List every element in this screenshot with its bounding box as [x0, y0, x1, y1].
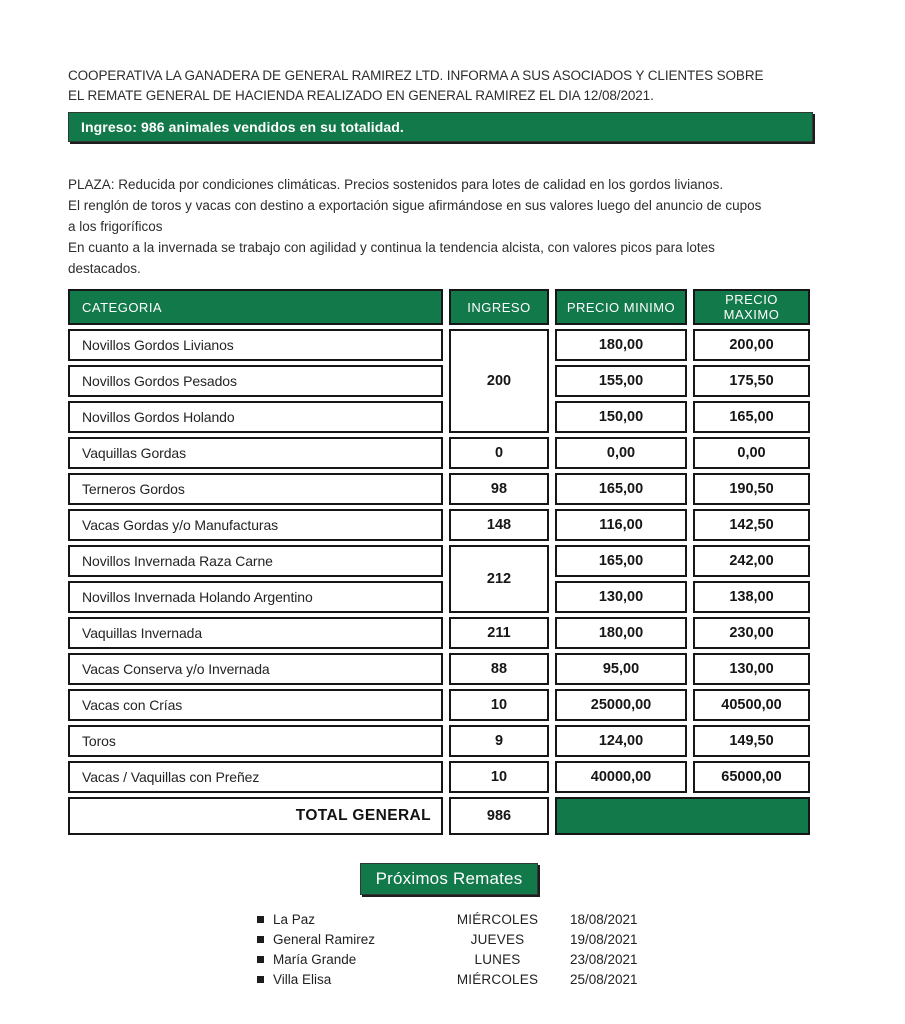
header-precio-maximo: PRECIO MAXIMO	[693, 289, 810, 325]
table-row	[68, 581, 810, 613]
table-row	[68, 761, 810, 793]
auction-place-label: María Grande	[273, 951, 357, 967]
auction-place-label: General Ramirez	[273, 931, 376, 947]
precio-max-cell: 142,50	[693, 509, 810, 541]
categoria-cell: Vacas Gordas y/o Manufacturas	[68, 509, 443, 541]
intro-line: EL REMATE GENERAL DE HACIENDA REALIZADO EN GENERAL RAMIREZ EL DIA 12/08/2021.	[68, 88, 654, 103]
precio-max-cell: 165,00	[693, 401, 810, 433]
precio-max-cell: 242,00	[693, 545, 810, 577]
ingreso-cell: 212	[449, 545, 549, 613]
precio-min-cell: 155,00	[555, 365, 687, 397]
precio-min-cell: 0,00	[555, 437, 687, 469]
intro-paragraph	[68, 66, 763, 106]
header-ingreso: INGRESO	[449, 289, 549, 325]
table-row	[68, 437, 810, 469]
auction-day: LUNES	[474, 951, 521, 967]
precio-max-cell: 0,00	[693, 437, 810, 469]
proximos-remates-banner	[360, 863, 538, 895]
precio-min-cell: 116,00	[555, 509, 687, 541]
auction-place	[257, 972, 435, 987]
precio-max-cell: 65000,00	[693, 761, 810, 793]
precio-min-cell: 40000,00	[555, 761, 687, 793]
plaza-paragraph	[68, 174, 761, 279]
categoria-cell: Terneros Gordos	[68, 473, 443, 505]
categoria-cell: Novillos Invernada Holando Argentino	[68, 581, 443, 613]
precio-min-cell: 130,00	[555, 581, 687, 613]
table-row	[68, 689, 810, 721]
categoria-cell: Vaquillas Invernada	[68, 617, 443, 649]
table-row	[68, 329, 810, 361]
table-total-row	[68, 797, 810, 835]
ingreso-cell: 0	[449, 437, 549, 469]
auction-day: MIÉRCOLES	[456, 911, 539, 927]
ingreso-cell: 9	[449, 725, 549, 757]
categoria-cell: Vacas Conserva y/o Invernada	[68, 653, 443, 685]
total-green-cell	[555, 797, 810, 835]
plaza-line: destacados.	[68, 261, 141, 276]
ingreso-cell: 88	[449, 653, 549, 685]
table-header-row	[68, 289, 810, 325]
square-bullet-icon	[257, 976, 264, 983]
precio-max-cell: 149,50	[693, 725, 810, 757]
plaza-line: a los frigoríficos	[68, 219, 163, 234]
auction-table	[62, 285, 816, 839]
categoria-cell: Vaquillas Gordas	[68, 437, 443, 469]
ingreso-cell: 10	[449, 689, 549, 721]
auction-place	[257, 932, 435, 947]
ingreso-cell: 211	[449, 617, 549, 649]
table-row	[68, 617, 810, 649]
plaza-line: PLAZA: Reducida por condiciones climáticas. Precios sostenidos para lotes de calidad en los gordos livianos.	[68, 177, 724, 192]
categoria-cell: Vacas con Crías	[68, 689, 443, 721]
square-bullet-icon	[257, 916, 264, 923]
precio-max-cell: 230,00	[693, 617, 810, 649]
categoria-cell: Novillos Invernada Raza Carne	[68, 545, 443, 577]
auction-table-wrapper	[62, 285, 816, 839]
auction-date: 18/08/2021	[570, 911, 638, 927]
categoria-cell: Vacas / Vaquillas con Preñez	[68, 761, 443, 793]
table-row	[68, 365, 810, 397]
precio-min-cell: 180,00	[555, 329, 687, 361]
auction-date: 19/08/2021	[570, 931, 638, 947]
upcoming-auctions-list	[257, 909, 670, 989]
ingreso-cell: 148	[449, 509, 549, 541]
auction-place	[257, 952, 435, 967]
table-row	[68, 509, 810, 541]
plaza-line: En cuanto a la invernada se trabajo con agilidad y continua la tendencia alcista, con valores picos para lotes	[68, 240, 715, 255]
intro-line: COOPERATIVA LA GANADERA DE GENERAL RAMIREZ LTD. INFORMA A SUS ASOCIADOS Y CLIENTES SOBRE	[68, 68, 764, 83]
precio-max-cell: 200,00	[693, 329, 810, 361]
precio-max-cell: 175,50	[693, 365, 810, 397]
auction-place-label: La Paz	[273, 911, 316, 927]
table-row	[68, 725, 810, 757]
auction-day: JUEVES	[470, 931, 525, 947]
table-row	[68, 401, 810, 433]
table-row	[68, 473, 810, 505]
precio-max-cell: 138,00	[693, 581, 810, 613]
precio-max-cell: 130,00	[693, 653, 810, 685]
auction-place-label: Villa Elisa	[273, 971, 332, 987]
precio-min-cell: 25000,00	[555, 689, 687, 721]
categoria-cell: Toros	[68, 725, 443, 757]
ingreso-cell: 98	[449, 473, 549, 505]
precio-min-cell: 95,00	[555, 653, 687, 685]
table-row	[68, 653, 810, 685]
ingreso-cell: 10	[449, 761, 549, 793]
precio-max-cell: 190,50	[693, 473, 810, 505]
ingreso-banner	[68, 112, 813, 142]
categoria-cell: Novillos Gordos Livianos	[68, 329, 443, 361]
precio-min-cell: 150,00	[555, 401, 687, 433]
proximos-remates-title: Próximos Remates	[375, 869, 523, 888]
precio-min-cell: 165,00	[555, 545, 687, 577]
total-label: TOTAL GENERAL	[68, 797, 443, 835]
categoria-cell: Novillos Gordos Holando	[68, 401, 443, 433]
header-precio-minimo: PRECIO MINIMO	[555, 289, 687, 325]
precio-max-cell: 40500,00	[693, 689, 810, 721]
square-bullet-icon	[257, 936, 264, 943]
header-categoria: CATEGORIA	[68, 289, 443, 325]
auction-day: MIÉRCOLES	[456, 971, 539, 987]
auction-date: 25/08/2021	[570, 971, 638, 987]
auction-place	[257, 912, 435, 927]
table-row	[68, 545, 810, 577]
precio-min-cell: 165,00	[555, 473, 687, 505]
total-ingreso: 986	[449, 797, 549, 835]
plaza-line: El renglón de toros y vacas con destino a exportación sigue afirmándose en sus valores luego del anuncio de cupos	[68, 198, 762, 213]
ingreso-cell: 200	[449, 329, 549, 433]
auction-date: 23/08/2021	[570, 951, 638, 967]
categoria-cell: Novillos Gordos Pesados	[68, 365, 443, 397]
precio-min-cell: 124,00	[555, 725, 687, 757]
precio-min-cell: 180,00	[555, 617, 687, 649]
ingreso-banner-text: Ingreso: 986 animales vendidos en su totalidad.	[81, 119, 404, 135]
square-bullet-icon	[257, 956, 264, 963]
